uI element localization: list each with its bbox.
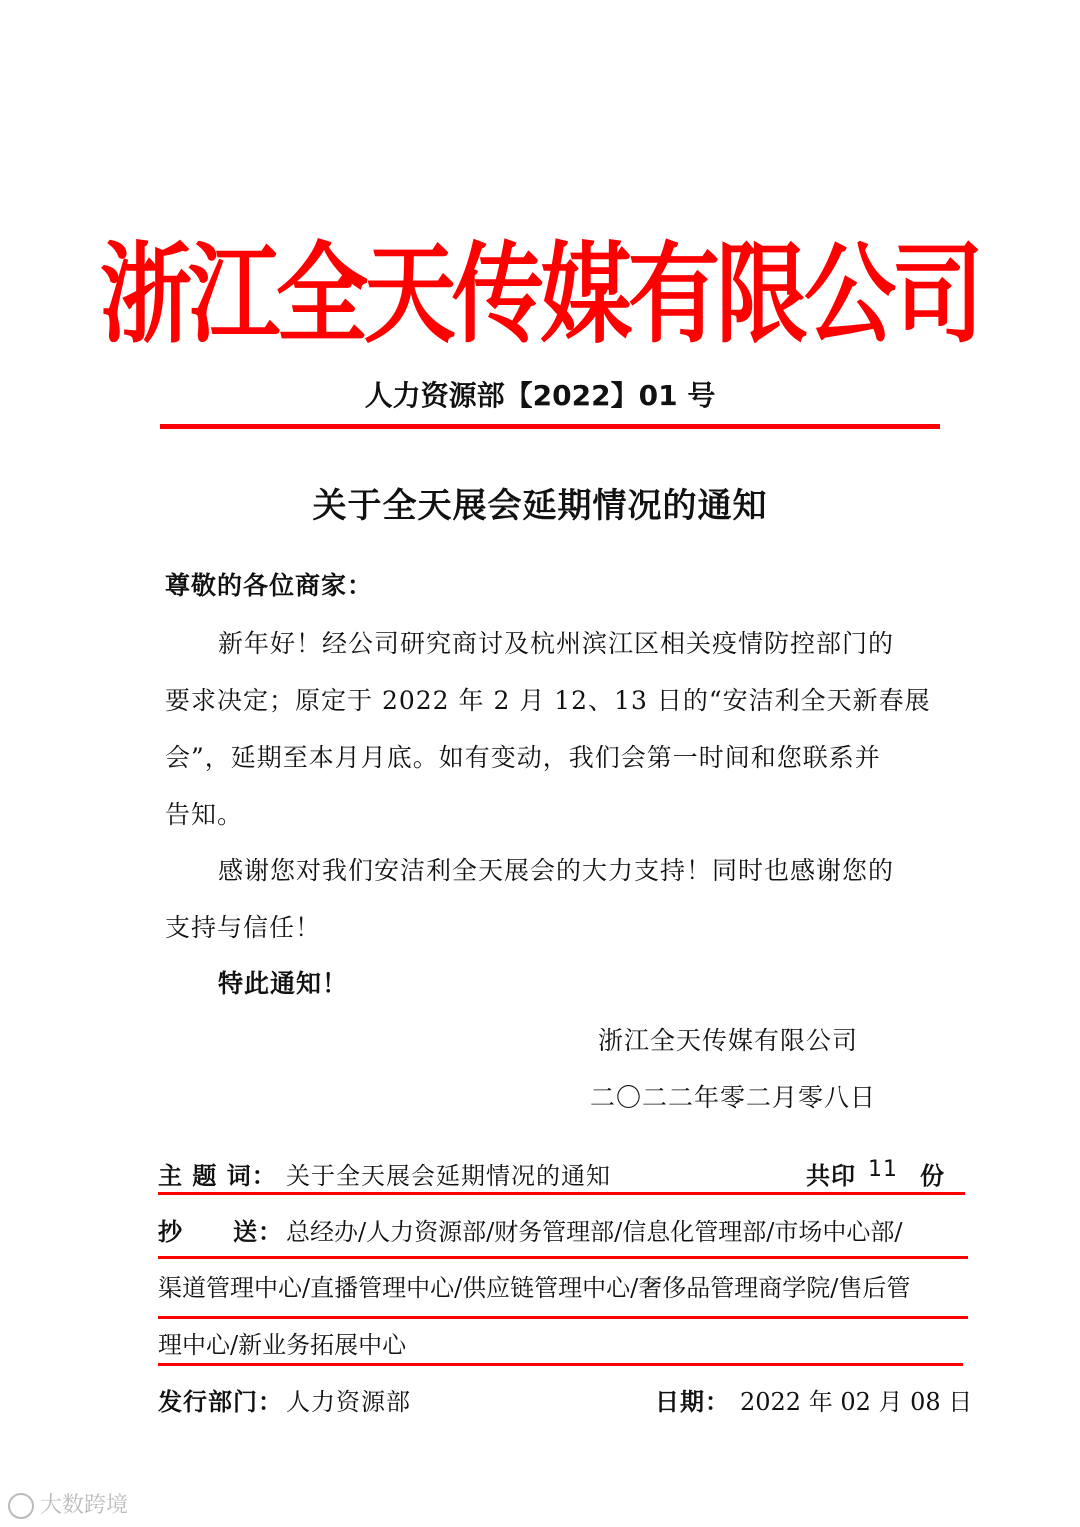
date-value: 2022 年 02 月 08 日: [740, 1388, 973, 1416]
watermark: [8, 1488, 128, 1519]
footer-rule: [158, 1256, 968, 1259]
body-line: 新年好！经公司研究商讨及杭州滨江区相关疫情防控部门的: [218, 629, 895, 658]
issuer-label: 发行部门：: [158, 1388, 283, 1416]
salutation: 尊敬的各位商家：: [165, 571, 374, 600]
closing-remark: 特此通知！: [218, 969, 349, 998]
cc-line: 理中心/新业务拓展中心: [158, 1331, 407, 1359]
date-label: 日期：: [655, 1388, 730, 1416]
body-line: 告知。: [165, 800, 244, 829]
body-line: 感谢您对我们安洁利全天展会的大力支持！同时也感谢您的: [218, 856, 895, 885]
footer-rule: [158, 1363, 963, 1366]
cc-line: 渠道管理中心/直播管理中心/供应链管理中心/奢侈品管理商学院/售后管: [158, 1274, 911, 1302]
cc-line: 总经办/人力资源部/财务管理部/信息化管理部/市场中心部/: [286, 1218, 903, 1246]
body-line: 要求决定；原定于 2022 年 2 月 12、13 日的“安洁利全天新春展: [165, 686, 931, 715]
document-number: 人力资源部【2022】01 号: [364, 379, 716, 412]
signature-company: 浙江全天传媒有限公司: [598, 1026, 859, 1055]
copies-value: 11: [868, 1157, 898, 1182]
watermark-logo-icon: [8, 1493, 34, 1519]
footer-rule: [158, 1316, 968, 1319]
copies-label: 共印: [806, 1162, 856, 1190]
subject-value: 关于全天展会延期情况的通知: [286, 1162, 611, 1190]
notice-title: 关于全天展会延期情况的通知: [312, 486, 768, 526]
copies-unit: 份: [920, 1162, 945, 1190]
body-line: 支持与信任！: [165, 913, 322, 942]
watermark-text: 大数跨境: [40, 1493, 129, 1518]
company-masthead: 浙江全天传媒有限公司: [99, 231, 980, 358]
body-line: 会”，延期至本月月底。如有变动，我们会第一时间和您联系并: [165, 743, 881, 772]
subject-label: 主 题 词：: [158, 1162, 277, 1190]
header-red-rule: [160, 424, 940, 429]
signature-date: 二〇二二年零二月零八日: [590, 1083, 877, 1112]
cc-label: 抄 送：: [158, 1218, 283, 1246]
footer-rule: [158, 1192, 965, 1195]
issuer-value: 人力资源部: [286, 1388, 411, 1416]
